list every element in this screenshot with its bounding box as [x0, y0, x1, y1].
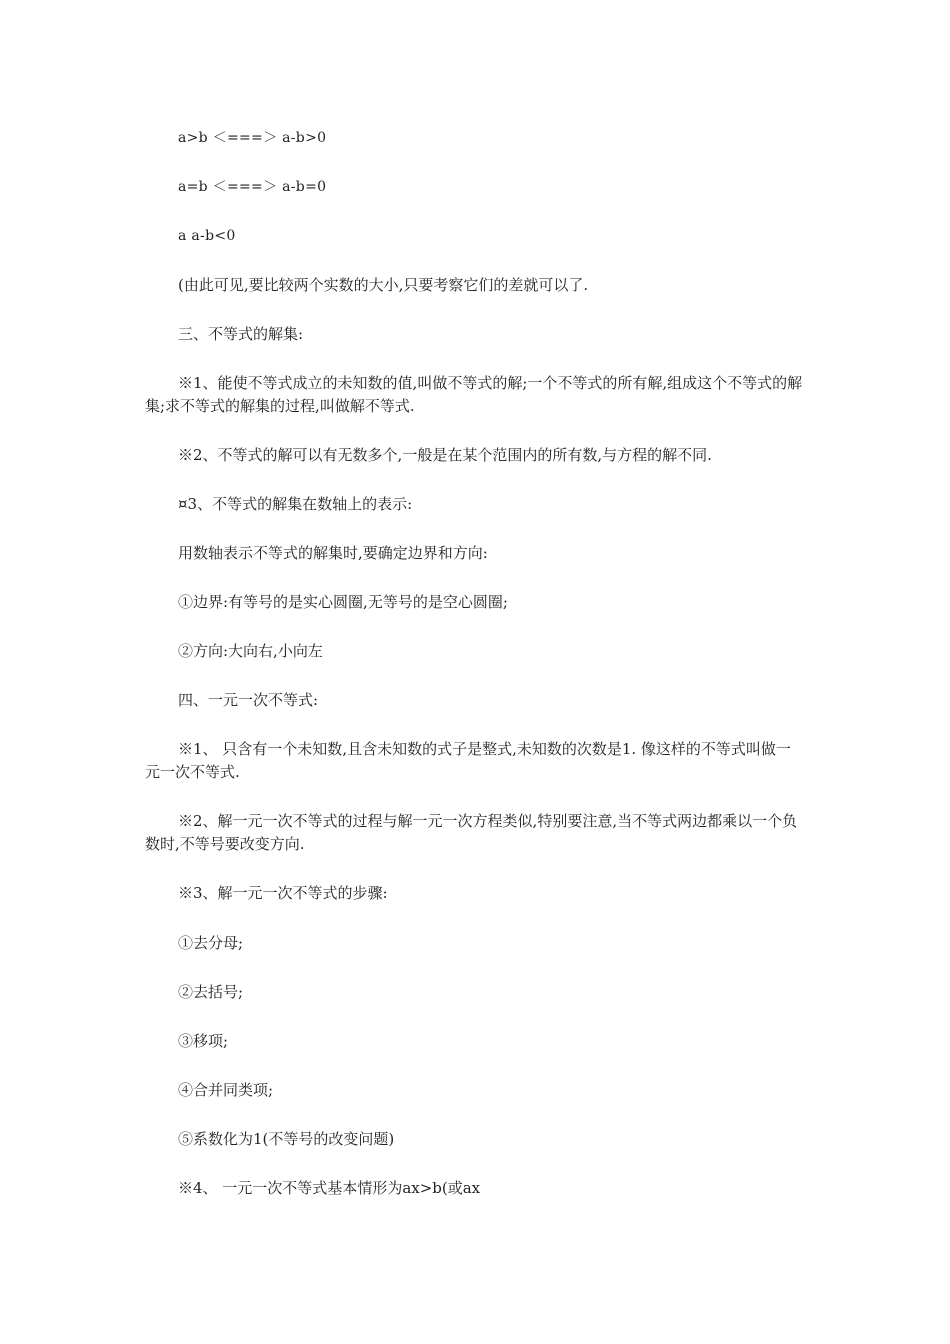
- paragraph: ②方向:大向右,小向左: [178, 642, 323, 660]
- list-item: ③移项;: [178, 1032, 229, 1050]
- section-heading: 三、不等式的解集:: [178, 325, 304, 343]
- paragraph: ※2、解一元一次不等式的过程与解一元一次方程类似,特别要注意,当不等式两边都乘以一个负数时,不等号要改变方向.: [145, 812, 798, 853]
- list-item: ⑤系数化为1(不等号的改变问题): [178, 1130, 395, 1148]
- paragraph: a a-b<0: [178, 228, 236, 244]
- section-heading: 四、一元一次不等式:: [178, 691, 319, 709]
- paragraph: ¤3、不等式的解集在数轴上的表示:: [178, 495, 413, 513]
- paragraph: ①边界:有等号的是实心圆圈,无等号的是空心圆圈;: [178, 593, 508, 611]
- paragraph: a>b ＜===＞ a-b>0: [178, 130, 327, 146]
- paragraph: ※1、能使不等式成立的未知数的值,叫做不等式的解;一个不等式的所有解,组成这个不等式的解集;求不等式的解集的过程,叫做解不等式.: [145, 374, 803, 415]
- paragraph: a=b ＜===＞ a-b=0: [178, 179, 327, 195]
- list-item: ①去分母;: [178, 934, 244, 952]
- paragraph: ※1、 只含有一个未知数,且含未知数的式子是整式,未知数的次数是1. 像这样的不等式叫做一元一次不等式.: [145, 740, 791, 781]
- list-item: ④合并同类项;: [178, 1081, 274, 1099]
- paragraph: ※2、不等式的解可以有无数多个,一般是在某个范围内的所有数,与方程的解不同.: [178, 446, 712, 464]
- list-item: ②去括号;: [178, 983, 244, 1001]
- paragraph: ※4、 一元一次不等式基本情形为ax>b(或ax: [178, 1179, 481, 1197]
- paragraph: (由此可见,要比较两个实数的大小,只要考察它们的差就可以了.: [178, 276, 589, 294]
- paragraph: ※3、解一元一次不等式的步骤:: [178, 884, 388, 902]
- paragraph: 用数轴表示不等式的解集时,要确定边界和方向:: [178, 544, 488, 562]
